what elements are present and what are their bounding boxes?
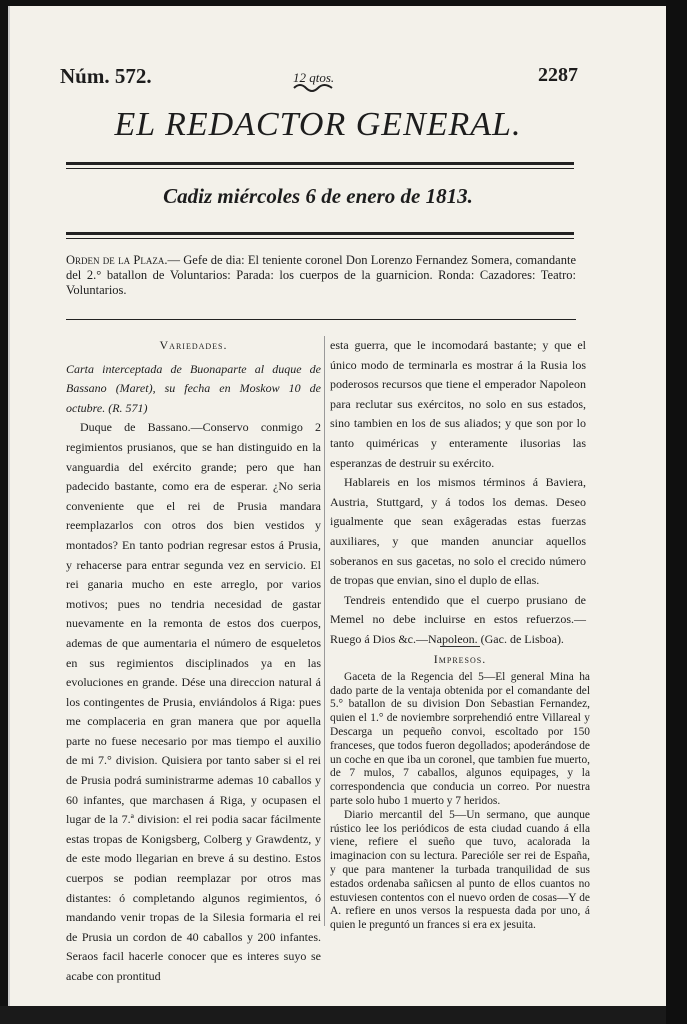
issue-price: 12 qtos. [293, 70, 335, 85]
masthead-rule-thick [66, 162, 574, 165]
dateline-rule-thin [66, 238, 574, 239]
orden-label: Orden de la Plaza. [66, 253, 168, 267]
impresos-section [330, 644, 590, 933]
orden-de-la-plaza [66, 253, 576, 298]
newspaper-page [8, 6, 666, 1006]
letter-continued-2: Hablareis en los mismos términos á Baviera, Austria, Stuttgard, y á todos los demas. Deseo igualmente que sean exâgeradas estas fuerzas auxiliares, y que manden anunciar aquellos soberanos en sus gacetas, no solo el crecido número de tropas que envian, sino el duplo de ellas. [330, 475, 586, 588]
letter-continued-1: esta guerra, que le incomodará bastante; y que el único modo de terminarla es mostrar á la Rusia los poderosos recursos que tiene el emperador Napoleon para reclutar sus exércitos, no solo en sus estados, sino tambien en los de sus aliados; y que son por lo tanto quiméricas y enteramente ilusorias las esperanzas de destruir su exército. [330, 338, 586, 470]
left-column [66, 336, 321, 987]
impresos-gaceta: Gaceta de la Regencia del 5—El general Mina ha dado parte de la ventaja obtenida por el comandante del 5.° batallon de su division Don Sebastian Fernandez, quien el 1.° de noviembre sorprehendió entre Villareal y Descarga un pequeño convoi, escoltado por 150 franceses, que todos fueron degollados; apoderándose de un coche en que iba un coronel, que tambien fue muerto, de 7 mulos, 7 caballos, algunos equipages, y la correspondencia que conducia un correo. Por nuestra parte solo hubo 1 muerto y 7 heridos. [330, 670, 590, 807]
impresos-heading: Impresos. [433, 652, 487, 666]
ornament-squiggle-icon [292, 82, 334, 94]
variedades-heading: Variedades. [159, 338, 228, 352]
letter-intro: Carta interceptada de Buonaparte al duque de Bassano (Maret), su fecha en Moskow 10 de octubre. (R. 571) [66, 361, 321, 415]
masthead-rule-thin [66, 168, 574, 169]
column-divider [324, 336, 325, 926]
impresos-top-rule [440, 646, 480, 647]
letter-body: Duque de Bassano.—Conservo conmigo 2 regimientos prusianos, que se han distinguido en la vanguardia del exército grande; pero que han padecido bastante, como era de esperar. ¿No seria conveniente que el rei de Prusia mandara reemplazarlos con otros dos bien vestidos y montados? En tanto podrian regresar estos á Prusia, y rehacerse para entrar segunda vez en servicio. El rei ganaria mucho en este arreglo, por varios motivos; pues no tendria necesidad de gastar nuevamente en la remonta de estos dos cuerpos, ademas de que aumentaria el número de esqueletos en sus regimientos disciplinados ya en las evoluciones en grande. Dése una direccion natural á los contingentes de Prusia, enviándolos á Riga: pues me complaceria en gran manera que por aquella parte no fuese necesario por mas tiempo el auxilio de mi 7.° division. Quisiera por tanto saber si el rei de Prusia podrá suministrarme ademas 10 caballos y 60 infantes, que marchasen á Riga, y ocupasen el lugar de la 7.ª division: el rei podia sacar fácilmente estas tropas de Konigsberg, Colberg y Grawdentz, y de este modo llegarian en breve á su destino. Estos cuerpos se podian reemplazar por otros mas distantes: ó completando algunos regimientos, ó mandando venir tropas de la Silesia formaria el rei de Prusia un cordon de 40 caballos y 200 infantes. Seraos facil hacerle conocer que es interes suyo se acabe con prontitud [66, 420, 321, 983]
letter-continued-3: Tendreis entendido que el cuerpo prusiano de Memel no debe incluirse en estos refuerzos.— Ruego á Dios &c.—Napoleon. (Gac. de Lisboa). [330, 592, 586, 646]
dateline: Cadiz miércoles 6 de enero de 1813. [163, 184, 473, 208]
scan-border-right [666, 0, 687, 1024]
dateline-rule-thick [66, 232, 574, 235]
masthead-title: EL REDACTOR GENERAL. [114, 106, 522, 143]
header-top-line [60, 64, 578, 94]
right-column [330, 336, 586, 650]
page-number: 2287 [538, 64, 578, 86]
section-rule [66, 319, 576, 320]
orden-text: — Gefe de dia: El teniente coronel Don Lorenzo Fernandez Somera, comandante del 2.° batallon de Voluntarios: Parada: los cuerpos de la guarnicion. Ronda: Cazadores: Teatro: Voluntarios. [66, 253, 577, 297]
scan-border-bottom [0, 1006, 687, 1024]
impresos-diario: Diario mercantil del 5—Un sermano, que aunque rústico lee los periódicos de esta ciudad cuando á ella viene, refiere el sueño que tuvo, acalorada la imaginacion con su lectura. Parecióle ser rei de España, y que para mantener la turbada tranquilidad de sus estados ordenaba sañicsen al punto de ellos cuantos no estuviesen contentos con el nuevo orden de cosas—Y de A. refiere en unos versos la respuesta dada por uno, á quien le preguntó un frances si era ex jesuita. [330, 808, 590, 932]
issue-number: Núm. 572. [60, 64, 152, 88]
